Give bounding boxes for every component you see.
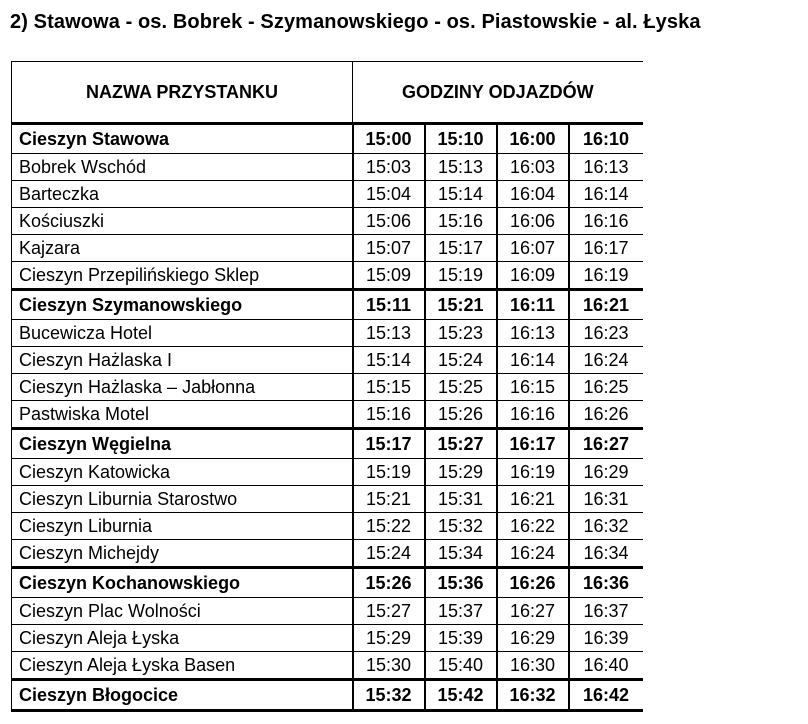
departure-time-cell: 16:16 bbox=[569, 208, 643, 235]
table-row bbox=[12, 320, 643, 347]
departure-time-cell: 16:07 bbox=[497, 235, 569, 262]
table-row bbox=[12, 625, 643, 652]
stop-name-cell: Cieszyn Aleja Łyska Basen bbox=[12, 652, 353, 680]
departure-time-cell: 15:25 bbox=[425, 374, 497, 401]
departure-time-cell: 15:22 bbox=[353, 513, 425, 540]
table-row bbox=[12, 598, 643, 625]
departure-time-cell: 16:31 bbox=[569, 486, 643, 513]
departure-time-cell: 16:13 bbox=[569, 154, 643, 181]
stop-name-cell: Cieszyn Węgielna bbox=[12, 429, 353, 459]
departure-time-cell: 16:27 bbox=[569, 429, 643, 459]
stop-name-header: NAZWA PRZYSTANKU bbox=[12, 62, 353, 124]
table-row bbox=[12, 374, 643, 401]
departures-header: GODZINY ODJAZDÓW bbox=[353, 62, 643, 124]
departure-time-cell: 15:07 bbox=[353, 235, 425, 262]
departure-time-cell: 16:29 bbox=[497, 625, 569, 652]
table-row bbox=[12, 459, 643, 486]
stop-name-cell: Kościuszki bbox=[12, 208, 353, 235]
stop-name-cell: Cieszyn Hażlaska – Jabłonna bbox=[12, 374, 353, 401]
departure-time-cell: 15:34 bbox=[425, 540, 497, 568]
stop-name-cell: Cieszyn Aleja Łyska bbox=[12, 625, 353, 652]
stop-name-cell: Kajzara bbox=[12, 235, 353, 262]
departure-time-cell: 15:21 bbox=[353, 486, 425, 513]
stop-name-cell: Cieszyn Plac Wolności bbox=[12, 598, 353, 625]
departure-time-cell: 15:13 bbox=[425, 154, 497, 181]
departure-time-cell: 15:03 bbox=[353, 154, 425, 181]
departure-time-cell: 15:16 bbox=[425, 208, 497, 235]
departure-time-cell: 16:17 bbox=[569, 235, 643, 262]
departure-time-cell: 16:14 bbox=[569, 181, 643, 208]
departure-time-cell: 16:34 bbox=[569, 540, 643, 568]
table-row bbox=[12, 513, 643, 540]
departure-time-cell: 16:36 bbox=[569, 568, 643, 598]
departure-time-cell: 16:06 bbox=[497, 208, 569, 235]
departure-time-cell: 16:21 bbox=[497, 486, 569, 513]
departure-time-cell: 15:26 bbox=[425, 401, 497, 429]
table-row bbox=[12, 154, 643, 181]
departure-time-cell: 15:29 bbox=[353, 625, 425, 652]
departure-time-cell: 15:32 bbox=[353, 680, 425, 711]
departure-time-cell: 15:40 bbox=[425, 652, 497, 680]
header-row bbox=[12, 62, 643, 124]
stop-name-cell: Bucewicza Hotel bbox=[12, 320, 353, 347]
departure-time-cell: 16:10 bbox=[569, 124, 643, 154]
stop-name-cell: Cieszyn Katowicka bbox=[12, 459, 353, 486]
departure-time-cell: 16:19 bbox=[569, 262, 643, 290]
departure-time-cell: 16:24 bbox=[569, 347, 643, 374]
table-row bbox=[12, 208, 643, 235]
stop-name-cell: Cieszyn Hażlaska I bbox=[12, 347, 353, 374]
stop-name-cell: Cieszyn Stawowa bbox=[12, 124, 353, 154]
table-row bbox=[12, 652, 643, 680]
stop-name-cell: Cieszyn Błogocice bbox=[12, 680, 353, 711]
table-row bbox=[12, 262, 643, 290]
departure-time-cell: 15:32 bbox=[425, 513, 497, 540]
departure-time-cell: 16:32 bbox=[497, 680, 569, 711]
table-row bbox=[12, 486, 643, 513]
stop-name-cell: Cieszyn Liburnia Starostwo bbox=[12, 486, 353, 513]
departure-time-cell: 15:19 bbox=[353, 459, 425, 486]
departure-time-cell: 15:26 bbox=[353, 568, 425, 598]
departure-time-cell: 16:42 bbox=[569, 680, 643, 711]
departure-time-cell: 15:17 bbox=[425, 235, 497, 262]
departure-time-cell: 15:13 bbox=[353, 320, 425, 347]
table-row bbox=[12, 401, 643, 429]
departure-time-cell: 16:26 bbox=[497, 568, 569, 598]
departure-time-cell: 16:14 bbox=[497, 347, 569, 374]
departure-time-cell: 16:27 bbox=[497, 598, 569, 625]
departure-time-cell: 15:15 bbox=[353, 374, 425, 401]
departure-time-cell: 15:09 bbox=[353, 262, 425, 290]
departure-time-cell: 15:23 bbox=[425, 320, 497, 347]
departure-time-cell: 16:29 bbox=[569, 459, 643, 486]
departure-time-cell: 16:09 bbox=[497, 262, 569, 290]
departure-time-cell: 16:13 bbox=[497, 320, 569, 347]
departure-time-cell: 15:31 bbox=[425, 486, 497, 513]
stop-name-cell: Cieszyn Michejdy bbox=[12, 540, 353, 568]
departure-time-cell: 15:27 bbox=[425, 429, 497, 459]
departure-time-cell: 16:25 bbox=[569, 374, 643, 401]
departure-time-cell: 15:00 bbox=[353, 124, 425, 154]
table-row bbox=[12, 290, 643, 320]
departure-time-cell: 15:24 bbox=[353, 540, 425, 568]
stop-name-cell: Bobrek Wschód bbox=[12, 154, 353, 181]
departure-time-cell: 16:11 bbox=[497, 290, 569, 320]
departure-time-cell: 15:14 bbox=[353, 347, 425, 374]
departure-time-cell: 15:16 bbox=[353, 401, 425, 429]
departure-time-cell: 15:42 bbox=[425, 680, 497, 711]
stop-name-cell: Cieszyn Liburnia bbox=[12, 513, 353, 540]
route-title: 2) Stawowa - os. Bobrek - Szymanowskiego - os. Piastowskie - al. Łyska bbox=[10, 11, 701, 33]
table-row bbox=[12, 568, 643, 598]
departure-time-cell: 16:24 bbox=[497, 540, 569, 568]
departure-time-cell: 16:21 bbox=[569, 290, 643, 320]
stop-name-cell: Cieszyn Przepilińskiego Sklep bbox=[12, 262, 353, 290]
stop-name-cell: Cieszyn Szymanowskiego bbox=[12, 290, 353, 320]
departure-time-cell: 15:27 bbox=[353, 598, 425, 625]
departure-time-cell: 16:23 bbox=[569, 320, 643, 347]
departure-time-cell: 16:32 bbox=[569, 513, 643, 540]
departure-time-cell: 16:04 bbox=[497, 181, 569, 208]
stop-name-cell: Cieszyn Kochanowskiego bbox=[12, 568, 353, 598]
departure-time-cell: 16:37 bbox=[569, 598, 643, 625]
departure-time-cell: 15:06 bbox=[353, 208, 425, 235]
departure-time-cell: 16:22 bbox=[497, 513, 569, 540]
departure-time-cell: 15:11 bbox=[353, 290, 425, 320]
departure-time-cell: 15:39 bbox=[425, 625, 497, 652]
table-row bbox=[12, 680, 643, 711]
departure-time-cell: 15:17 bbox=[353, 429, 425, 459]
departure-time-cell: 16:19 bbox=[497, 459, 569, 486]
departure-time-cell: 15:24 bbox=[425, 347, 497, 374]
departure-time-cell: 16:00 bbox=[497, 124, 569, 154]
departure-time-cell: 16:03 bbox=[497, 154, 569, 181]
table-row bbox=[12, 429, 643, 459]
stop-name-cell: Barteczka bbox=[12, 181, 353, 208]
table-row bbox=[12, 124, 643, 154]
table-row bbox=[12, 347, 643, 374]
departure-time-cell: 15:30 bbox=[353, 652, 425, 680]
departure-time-cell: 15:37 bbox=[425, 598, 497, 625]
departure-time-cell: 16:40 bbox=[569, 652, 643, 680]
table-row bbox=[12, 181, 643, 208]
departure-time-cell: 16:39 bbox=[569, 625, 643, 652]
departure-time-cell: 15:29 bbox=[425, 459, 497, 486]
departure-time-cell: 16:15 bbox=[497, 374, 569, 401]
departure-time-cell: 16:16 bbox=[497, 401, 569, 429]
departure-time-cell: 16:17 bbox=[497, 429, 569, 459]
table-row bbox=[12, 235, 643, 262]
departure-time-cell: 16:26 bbox=[569, 401, 643, 429]
timetable-body bbox=[12, 124, 643, 711]
stop-name-cell: Pastwiska Motel bbox=[12, 401, 353, 429]
departure-time-cell: 15:04 bbox=[353, 181, 425, 208]
table-row bbox=[12, 540, 643, 568]
departure-time-cell: 15:10 bbox=[425, 124, 497, 154]
departure-time-cell: 15:19 bbox=[425, 262, 497, 290]
timetable bbox=[11, 61, 643, 712]
departure-time-cell: 15:21 bbox=[425, 290, 497, 320]
departure-time-cell: 16:30 bbox=[497, 652, 569, 680]
departure-time-cell: 15:36 bbox=[425, 568, 497, 598]
departure-time-cell: 15:14 bbox=[425, 181, 497, 208]
